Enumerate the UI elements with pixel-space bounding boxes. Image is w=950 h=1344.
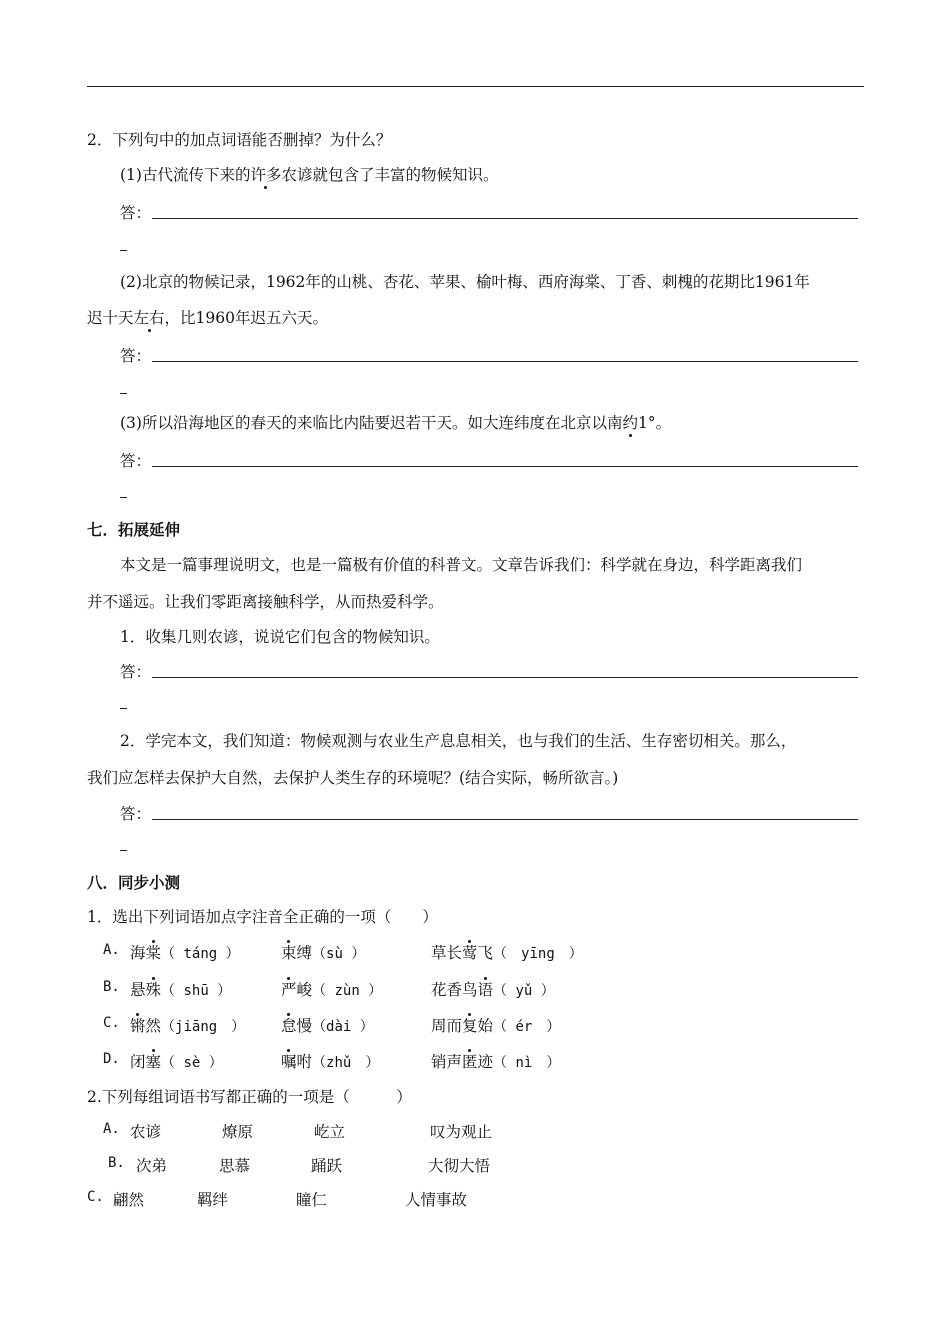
answer-line[interactable]: 答： bbox=[120, 344, 858, 366]
option-a-word: 燎原 bbox=[222, 1123, 254, 1141]
dotted-word: 约 bbox=[622, 414, 638, 432]
section-7-question-2-line1: 2．学完本文，我们知道：物候观测与农业生产息息相关，也与我们的生活、生存密切相关。那么， bbox=[120, 732, 797, 750]
option-c-word: 翩然 bbox=[113, 1191, 145, 1209]
dash-mark bbox=[120, 393, 127, 394]
option-c-label: C. bbox=[103, 1015, 120, 1031]
option-b-word-1: 悬殊（ shū ） bbox=[130, 981, 232, 999]
option-c-word: 人情事故 bbox=[405, 1191, 468, 1209]
option-a-label: A. bbox=[103, 942, 120, 958]
option-a-word: 农谚 bbox=[130, 1123, 162, 1141]
dash-mark bbox=[120, 708, 127, 709]
option-c-label: C. bbox=[87, 1189, 104, 1205]
header-rule bbox=[87, 86, 864, 87]
option-a-word-2: 束缚（sù ） bbox=[281, 944, 366, 962]
dash-mark bbox=[120, 497, 127, 498]
dash-mark bbox=[120, 250, 127, 251]
option-c-word-3: 周而复始（ ér ） bbox=[431, 1017, 561, 1035]
option-b-word-2: 严峻（ zùn ） bbox=[281, 981, 383, 999]
option-d-word-3: 销声匿迹（ nì ） bbox=[431, 1053, 561, 1071]
answer-line[interactable]: 答： bbox=[120, 802, 858, 824]
option-c-word: 瞳仁 bbox=[296, 1191, 328, 1209]
option-a-label: A. bbox=[103, 1121, 120, 1137]
q2-sentence-1: (1)古代流传下来的许多农谚就包含了丰富的物候知识。 bbox=[120, 166, 499, 184]
option-b-word-3: 花香鸟语（ yǔ ） bbox=[431, 981, 555, 999]
option-b-label: B. bbox=[103, 979, 120, 995]
section-7-heading: 七．拓展延伸 bbox=[87, 520, 181, 539]
option-b-word: 踊跃 bbox=[311, 1157, 343, 1175]
option-a-word: 叹为观止 bbox=[430, 1123, 493, 1141]
dotted-word: 左右 bbox=[133, 309, 165, 327]
option-b-word: 思慕 bbox=[219, 1157, 251, 1175]
option-a-word: 屹立 bbox=[314, 1123, 346, 1141]
option-d-label: D. bbox=[103, 1051, 120, 1067]
option-d-word-1: 闭塞（ sè ） bbox=[130, 1053, 223, 1071]
section-8-question-2: 2.下列每组词语书写都正确的一项是（ ） bbox=[87, 1088, 412, 1106]
option-b-word: 次弟 bbox=[136, 1157, 168, 1175]
option-a-word-3: 草长莺飞（ yīng ） bbox=[431, 944, 583, 962]
option-a-word-1: 海棠（ táng ） bbox=[130, 944, 240, 962]
answer-line[interactable]: 答： bbox=[120, 449, 858, 471]
section-7-paragraph-line2: 并不遥远。让我们零距离接触科学，从而热爱科学。 bbox=[87, 593, 444, 611]
section-7-question-2-line2: 我们应怎样去保护大自然，去保护人类生存的环境呢？(结合实际，畅所欲言。) bbox=[87, 769, 619, 787]
option-d-word-2: 嘱咐（zhǔ ） bbox=[281, 1053, 380, 1071]
section-8-heading: 八．同步小测 bbox=[87, 873, 181, 892]
q2-sentence-2-line2: 迟十天左右，比1960年迟五六天。 bbox=[87, 309, 328, 327]
section-8-question-1: 1．选出下列词语加点字注音全正确的一项（ ） bbox=[87, 908, 438, 926]
q2-title: 2．下列句中的加点词语能否删掉？为什么？ bbox=[87, 131, 392, 149]
option-b-word: 大彻大悟 bbox=[428, 1157, 491, 1175]
option-c-word-1: 锵然（jiāng ） bbox=[130, 1017, 246, 1035]
option-b-label: B. bbox=[108, 1155, 125, 1171]
option-c-word-2: 怠慢（dài ） bbox=[281, 1017, 374, 1035]
q2-sentence-3: (3)所以沿海地区的春天的来临比内陆要迟若干天。如大连纬度在北京以南约1°。 bbox=[120, 414, 672, 432]
dotted-word: 许多 bbox=[250, 166, 282, 184]
dash-mark bbox=[120, 850, 127, 851]
section-7-paragraph-line1: 本文是一篇事理说明文，也是一篇极有价值的科普文。文章告诉我们：科学就在身边，科学距离我们 bbox=[120, 556, 803, 574]
option-c-word: 羁绊 bbox=[197, 1191, 229, 1209]
answer-line[interactable]: 答： bbox=[120, 660, 858, 682]
answer-line[interactable]: 答： bbox=[120, 201, 858, 223]
q2-sentence-2-line1: (2)北京的物候记录，1962年的山桃、杏花、苹果、榆叶梅、西府海棠、丁香、刺槐的花期比1961年 bbox=[120, 273, 810, 291]
section-7-question-1: 1．收集几则农谚，说说它们包含的物候知识。 bbox=[120, 628, 440, 646]
